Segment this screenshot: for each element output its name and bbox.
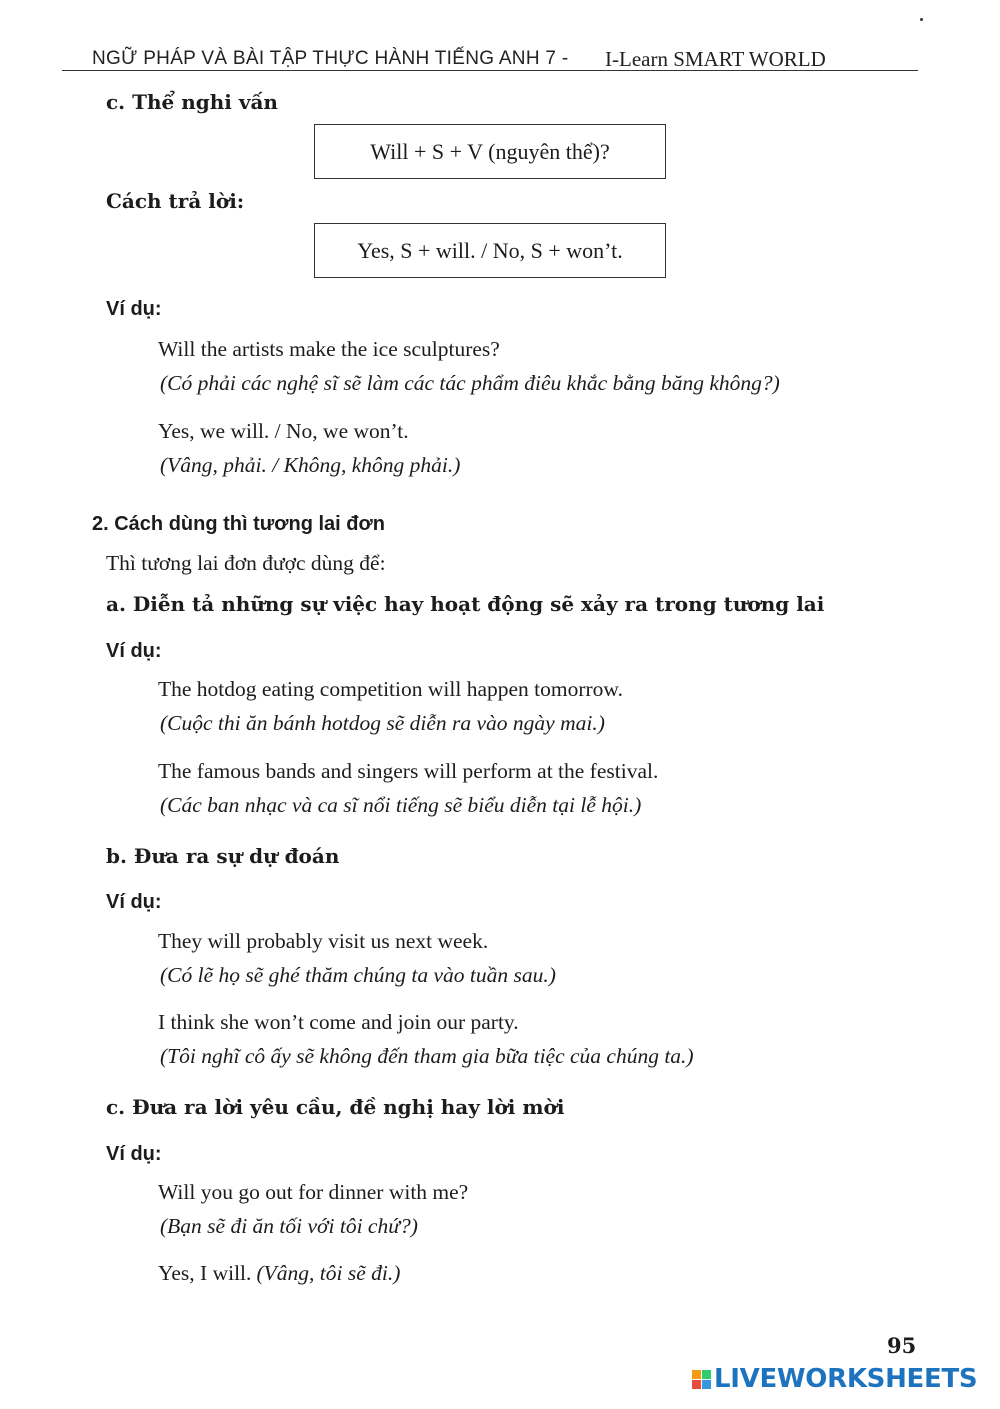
example-vi: (Vâng, phải. / Không, không phải.) xyxy=(160,453,461,477)
example-vi: (Có lẽ họ sẽ ghé thăm chúng ta vào tuần sau.) xyxy=(160,963,556,987)
example-vi: (Bạn sẽ đi ăn tối với tôi chứ?) xyxy=(160,1214,418,1238)
answer-formula: Yes, S + will. / No, S + won’t. xyxy=(357,237,623,263)
example-en: I think she won’t come and join our party. xyxy=(158,1010,519,1034)
example-label: Ví dụ: xyxy=(106,891,162,913)
liveworksheets-logo-icon xyxy=(692,1370,711,1389)
example-vi: (Cuộc thi ăn bánh hotdog sẽ diễn ra vào ngày mai.) xyxy=(160,711,605,735)
example-vi: (Các ban nhạc và ca sĩ nổi tiếng sẽ biểu diễn tại lễ hội.) xyxy=(160,793,642,817)
example-label: Ví dụ: xyxy=(106,1143,162,1165)
logo-square xyxy=(692,1380,701,1389)
logo-square xyxy=(702,1380,711,1389)
example-en: Yes, we will. / No, we won’t. xyxy=(158,419,409,443)
usage-intro: Thì tương lai đơn được dùng để: xyxy=(106,551,386,575)
interrogative-formula: Will + S + V (nguyên thể)? xyxy=(370,138,610,164)
example-vi: (Có phải các nghệ sĩ sẽ làm các tác phẩm điêu khắc bằng băng không?) xyxy=(160,371,780,395)
example-label: Ví dụ: xyxy=(106,298,162,320)
usage-a-heading: a. Diễn tả những sự việc hay hoạt động sẽ xảy ra trong tương lai xyxy=(106,592,825,616)
example-en: They will probably visit us next week. xyxy=(158,929,489,953)
liveworksheets-watermark[interactable] xyxy=(692,1366,977,1392)
logo-square xyxy=(702,1370,711,1379)
example-en: The hotdog eating competition will happen tomorrow. xyxy=(158,677,623,701)
header-rule xyxy=(62,70,918,71)
usage-c-heading: c. Đưa ra lời yêu cầu, đề nghị hay lời mời xyxy=(106,1095,565,1119)
interrogative-heading: c. Thể nghi vấn xyxy=(106,90,278,114)
interrogative-formula-box xyxy=(314,124,666,179)
answer-heading: Cách trả lời: xyxy=(106,189,245,213)
running-header-title: NGỮ PHÁP VÀ BÀI TẬP THỰC HÀNH TIẾNG ANH 7 - xyxy=(92,48,569,69)
scan-mark xyxy=(920,18,923,21)
example-label: Ví dụ: xyxy=(106,640,162,662)
example-en: The famous bands and singers will perform at the festival. xyxy=(158,759,659,783)
liveworksheets-wordmark: LIVEWORKSHEETS xyxy=(714,1364,978,1394)
answer-formula-box xyxy=(314,223,666,278)
example-en: Will you go out for dinner with me? xyxy=(158,1180,469,1204)
example-vi: (Tôi nghĩ cô ấy sẽ không đến tham gia bữa tiệc của chúng ta.) xyxy=(160,1044,694,1068)
usage-heading: 2. Cách dùng thì tương lai đơn xyxy=(92,513,385,535)
running-header-series: I-Learn SMART WORLD xyxy=(605,47,826,71)
example-en: Yes, I will. xyxy=(158,1261,252,1285)
example-en: Will the artists make the ice sculptures? xyxy=(158,337,500,361)
answer-line xyxy=(158,1261,400,1286)
page-number: 95 xyxy=(887,1333,917,1358)
usage-b-heading: b. Đưa ra sự dự đoán xyxy=(106,844,340,868)
example-vi: (Vâng, tôi sẽ đi.) xyxy=(256,1261,401,1285)
logo-square xyxy=(692,1370,701,1379)
